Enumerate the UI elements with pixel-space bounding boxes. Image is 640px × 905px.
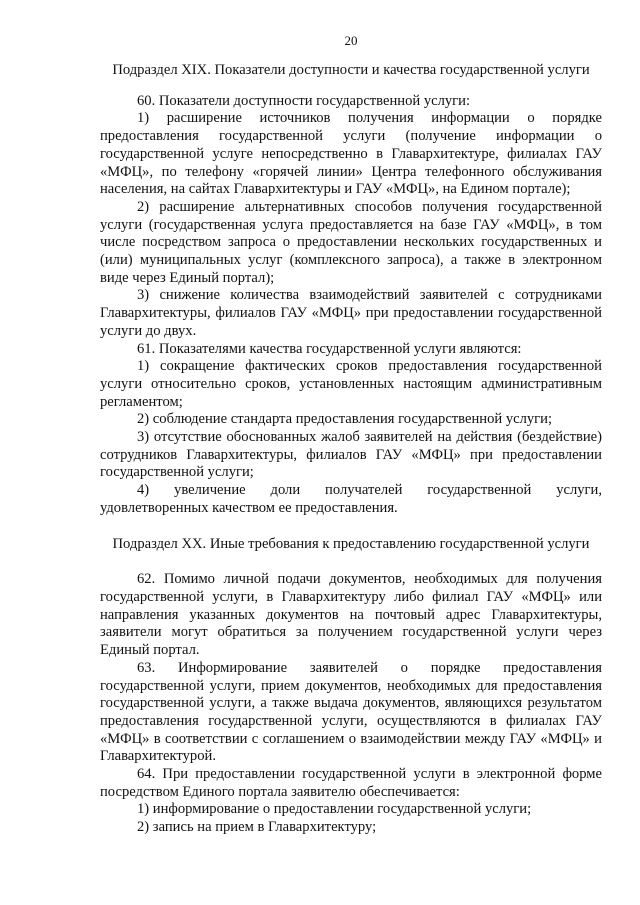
paragraph: 3) снижение количества взаимодействий заявителей с сотрудниками Главархитектуры, филиалов ГАУ «МФЦ» при предоставлении государственной услуги до двух. (100, 287, 602, 339)
section-heading-xix: Подраздел XIX. Показатели доступности и качества государственной услуги (112, 62, 590, 78)
paragraph: 61. Показателями качества государственной услуги являются: (137, 340, 522, 357)
paragraph: 3) отсутствие обоснованных жалоб заявителей на действия (бездействие) сотрудников Главархитектуры, филиалов ГАУ «МФЦ» при предоставлении государственной услуги; (100, 429, 602, 481)
paragraph: 2) запись на прием в Главархитектуру; (137, 819, 377, 836)
paragraph: 64. При предоставлении государственной услуги в электронной форме посредством Единого портала заявителю обеспечивается: (100, 766, 602, 800)
section-heading-xx: Подраздел XX. Иные требования к предоставлению государственной услуги (112, 535, 590, 552)
section-body-xix (100, 93, 602, 518)
page-number: 20 (344, 33, 358, 48)
paragraph: 1) информирование о предоставлении государственной услуги; (137, 801, 532, 818)
paragraph: 1) расширение источников получения информации о порядке предоставления государственной услуги (получение информации о государственной услуге непосредственно в Главархитектуре, филиалах ГАУ «МФЦ», по телефону «горячей линии» Центра телефонного обслуживания населения, на сайтах Главархитектуры и ГАУ «МФЦ», на Едином портале); (100, 110, 602, 198)
paragraph: 62. Помимо личной подачи документов, необходимых для получения государственной услуги, в Главархитектуру либо филиал ГАУ «МФЦ» или направления указанных документов на почтовый адрес Главархитектуры, заявители могут обратиться за получением государственной услуги через Единый портал. (100, 571, 602, 659)
paragraph: 1) сокращение фактических сроков предоставления государственной услуги относительно сроков, установленных настоящим административным регламентом; (100, 358, 602, 410)
paragraph: 60. Показатели доступности государственной услуги: (137, 92, 471, 109)
paragraph: 63. Информирование заявителей о порядке предоставления государственной услуги, прием документов, необходимых для предоставления государственной услуги, а также выдача документов, являющихся результатом предоставления государственной услуги, осуществляются в филиалах ГАУ «МФЦ» в соответствии с соглашением о взаимодействии между ГАУ «МФЦ» и Главархитектурой. (100, 659, 602, 765)
paragraph: 2) соблюдение стандарта предоставления государственной услуги; (137, 411, 553, 428)
section-body-xx (100, 571, 602, 837)
paragraph: 2) расширение альтернативных способов получения государственной услуги (государственная услуга предоставляется на базе ГАУ «МФЦ», в том числе посредством запроса о предоставлении нескольких государственных и (или) муниципальных услуг (комплексного запроса), а также в электронном виде через Единый портал); (100, 198, 602, 286)
paragraph: 4) увеличение доли получателей государственной услуги, удовлетворенных качеством ее предоставления. (100, 482, 602, 516)
